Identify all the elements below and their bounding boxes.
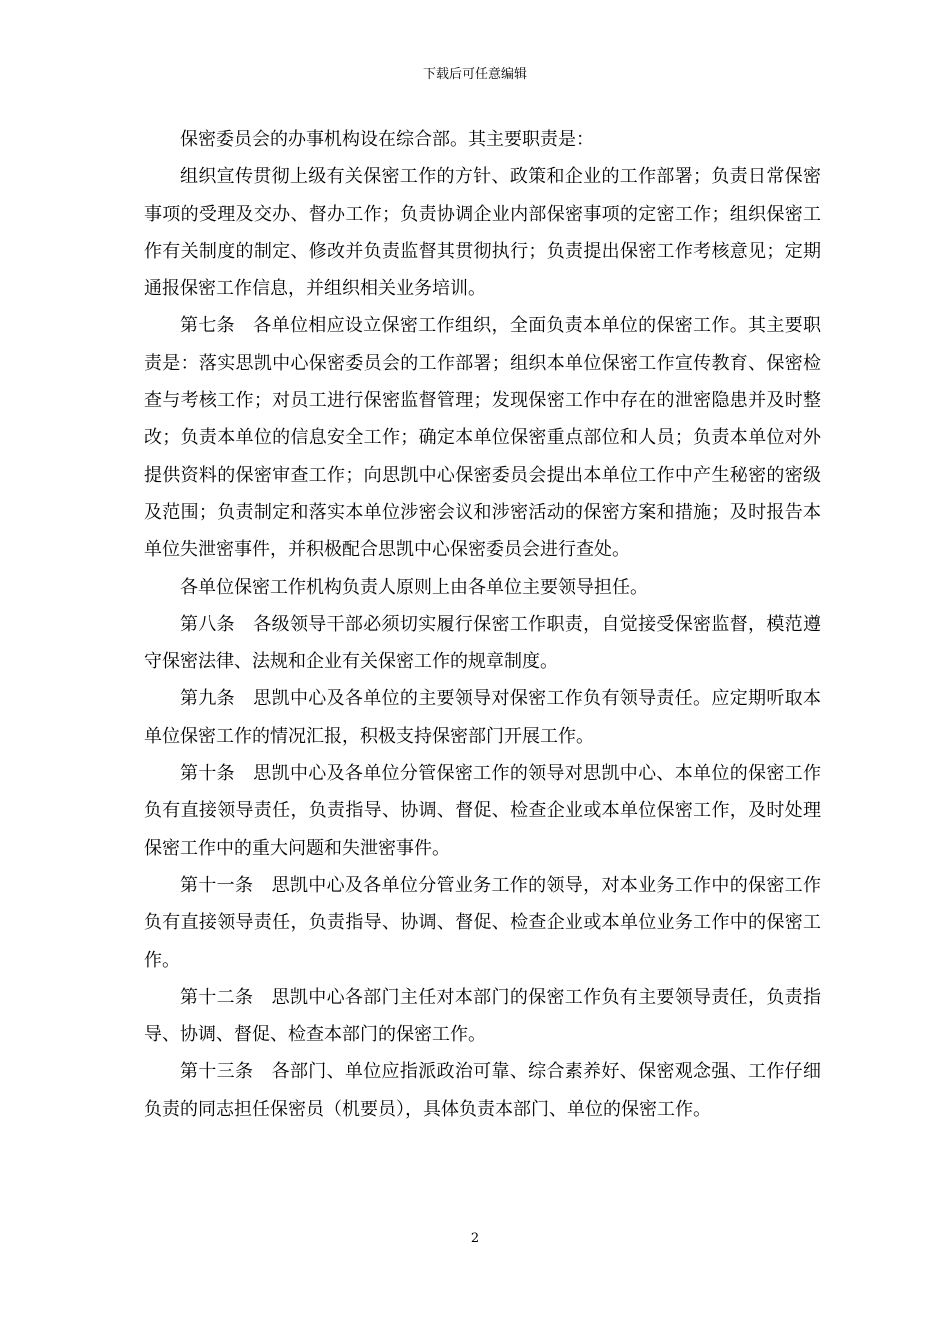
document-body <box>144 121 821 1128</box>
paragraph: 第九条 思凯中心及各单位的主要领导对保密工作负有领导责任。应定期听取本单位保密工作的情况汇报，积极支持保密部门开展工作。 <box>144 688 821 747</box>
page-number: 2 <box>470 1231 480 1246</box>
paragraph: 组织宣传贯彻上级有关保密工作的方针、政策和企业的工作部署；负责日常保密事项的受理及交办、督办工作；负责协调企业内部保密事项的定密工作；组织保密工作有关制度的制定、修改并负责监督其贯彻执行；负责提出保密工作考核意见；定期通报保密工作信息，并组织相关业务培训。 <box>144 166 821 300</box>
page-header: 下载后可任意编辑 <box>422 67 527 82</box>
paragraph: 第十条 思凯中心及各单位分管保密工作的领导对思凯中心、本单位的保密工作负有直接领导责任，负责指导、协调、督促、检查企业或本单位保密工作，及时处理保密工作中的重大问题和失泄密事件。 <box>144 763 821 859</box>
paragraph: 第八条 各级领导干部必须切实履行保密工作职责，自觉接受保密监督，模范遵守保密法律、法规和企业有关保密工作的规章制度。 <box>144 613 821 673</box>
paragraph: 第七条 各单位相应设立保密工作组织，全面负责本单位的保密工作。其主要职责是：落实思凯中心保密委员会的工作部署；组织本单位保密工作宣传教育、保密检查与考核工作；对员工进行保密监督管理；发现保密工作中存在的泄密隐患并及时整改；负责本单位的信息安全工作；确定本单位保密重点部位和人员；负责本单位对外提供资料的保密审查工作；向思凯中心保密委员会提出本单位工作中产生秘密的密级及范围；负责制定和落实本单位涉密会议和涉密活动的保密方案和措施；及时报告本单位失泄密事件，并积极配合思凯中心保密委员会进行查处。 <box>144 315 821 561</box>
paragraph: 各单位保密工作机构负责人原则上由各单位主要领导担任。 <box>180 576 648 598</box>
paragraph: 第十三条 各部门、单位应指派政治可靠、综合素养好、保密观念强、工作仔细负责的同志担任保密员（机要员），具体负责本部门、单位的保密工作。 <box>144 1061 821 1120</box>
paragraph: 第十一条 思凯中心及各单位分管业务工作的领导，对本业务工作中的保密工作负有直接领导责任，负责指导、协调、督促、检查企业或本单位业务工作中的保密工作。 <box>144 874 821 971</box>
paragraph: 第十二条 思凯中心各部门主任对本部门的保密工作负有主要领导责任，负责指导、协调、督促、检查本部门的保密工作。 <box>144 986 821 1046</box>
paragraph: 保密委员会的办事机构设在综合部。其主要职责是： <box>180 129 594 150</box>
